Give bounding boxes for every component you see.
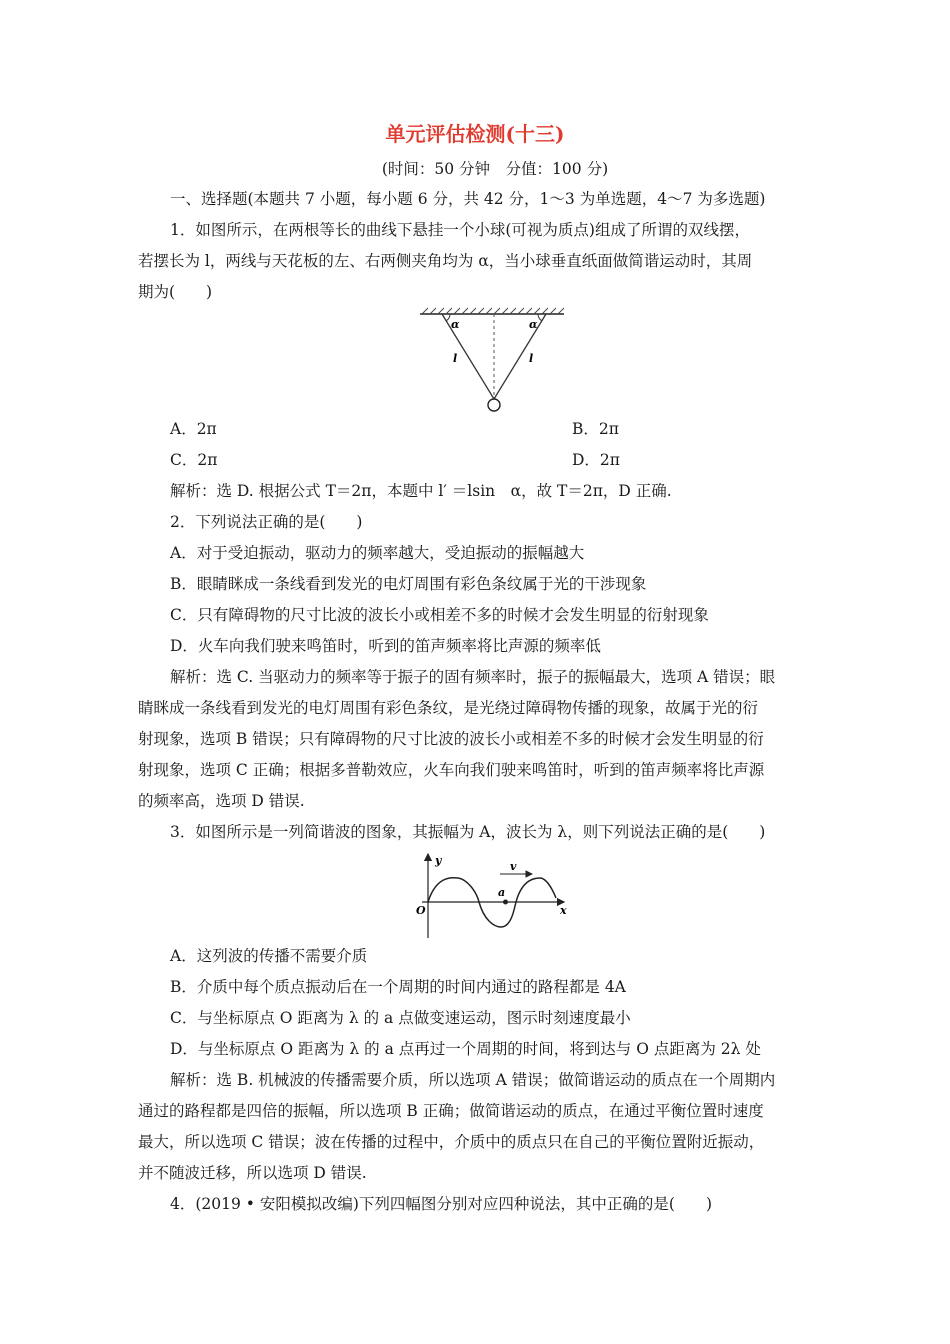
right-string <box>494 314 546 399</box>
page-title: 单元评估检测(十三) <box>385 122 565 146</box>
double-pendulum-figure <box>412 306 572 416</box>
question-stem-line: 期为( ) <box>138 283 213 301</box>
right-angle-arc <box>538 314 542 321</box>
question-stem-line: 2．下列说法正确的是( ) <box>170 513 363 531</box>
page-subtitle: (时间：50 分钟 分值：100 分) <box>381 160 609 178</box>
option-a: A．对于受迫振动，驱动力的频率越大，受迫振动的振幅越大 <box>170 544 585 562</box>
point-a-label: a <box>498 886 506 899</box>
x-axis-label: x <box>560 904 567 917</box>
question-stem-line: 1．如图所示，在两根等长的曲线下悬挂一个小球(可视为质点)组成了所谓的双线摆， <box>170 221 750 239</box>
question-stem-line: 若摆长为 l，两线与天花板的左、右两侧夹角均为 α，当小球垂直纸面做简谐运动时，其周 <box>138 252 753 270</box>
velocity-label: v <box>510 860 517 873</box>
option-c: C．与坐标原点 O 距离为 λ 的 a 点做变速运动，图示时刻速度最小 <box>170 1009 631 1027</box>
analysis-line: 睛眯成一条线看到发光的电灯周围有彩色条纹，是光绕过障碍物传播的现象，故属于光的衍 <box>138 699 759 717</box>
question-stem-line: 3．如图所示是一列简谐波的图象，其振幅为 A，波长为 λ，则下列说法正确的是( ) <box>170 823 766 841</box>
option-d: D．与坐标原点 O 距离为 λ 的 a 点再过一个周期的时间，将到达与 O 点距离为 2λ 处 <box>170 1040 761 1058</box>
wave-graph-figure <box>412 848 572 942</box>
right-length-label: l <box>529 352 534 365</box>
y-axis-label: y <box>435 854 442 867</box>
option-b: B．2π <box>572 420 619 438</box>
analysis-line: 的频率高，选项 D 错误. <box>138 792 305 810</box>
question-stem-line: 4．(2019 • 安阳模拟改编)下列四幅图分别对应四种说法，其中正确的是( ) <box>170 1195 712 1213</box>
option-d: D．火车向我们驶来鸣笛时，听到的笛声频率将比声源的频率低 <box>170 637 601 655</box>
left-length-label: l <box>453 352 458 365</box>
analysis-line: 解析：选 B. 机械波的传播需要介质，所以选项 A 错误；做简谐运动的质点在一个周期内 <box>170 1071 776 1089</box>
analysis-line: 射现象，选项 C 正确；根据多普勒效应，火车向我们驶来鸣笛时，听到的笛声频率将比声源 <box>138 761 765 779</box>
option-c: C．2π <box>170 451 218 469</box>
analysis-text: 解析：选 D. 根据公式 T＝2π，本题中 l′ ＝lsin α，故 T＝2π，D 正确. <box>170 482 672 500</box>
left-angle-arc <box>446 314 450 321</box>
ceiling-hatching <box>422 308 564 314</box>
option-b: B．介质中每个质点振动后在一个周期的时间内通过的路程都是 4A <box>170 978 626 996</box>
analysis-line: 射现象，选项 B 错误；只有障碍物的尺寸比波的波长小或相差不多的时候才会发生明显的衍 <box>138 730 764 748</box>
option-a: A．这列波的传播不需要介质 <box>170 947 368 965</box>
option-d: D．2π <box>572 451 620 469</box>
point-a-dot <box>503 900 508 905</box>
section-heading: 一、选择题(本题共 7 小题，每小题 6 分，共 42 分，1～3 为单选题，4～7 为多选题) <box>170 190 766 208</box>
left-string <box>442 314 494 399</box>
right-angle-label: α <box>529 318 538 331</box>
option-b: B．眼睛眯成一条线看到发光的电灯周围有彩色条纹属于光的干涉现象 <box>170 575 647 593</box>
analysis-line: 最大，所以选项 C 错误；波在传播的过程中，介质中的质点只在自己的平衡位置附近振动， <box>138 1133 765 1151</box>
analysis-line: 通过的路程都是四倍的振幅，所以选项 B 正确；做简谐运动的质点，在通过平衡位置时速度 <box>138 1102 764 1120</box>
origin-label: O <box>416 904 426 917</box>
left-angle-label: α <box>451 318 460 331</box>
ball-bob <box>488 399 500 411</box>
analysis-line: 解析：选 C. 当驱动力的频率等于振子的固有频率时，振子的振幅最大，选项 A 错误；眼 <box>170 668 776 686</box>
analysis-line: 并不随波迁移，所以选项 D 错误. <box>138 1164 367 1182</box>
option-c: C．只有障碍物的尺寸比波的波长小或相差不多的时候才会发生明显的衍射现象 <box>170 606 709 624</box>
option-a: A．2π <box>170 420 217 438</box>
